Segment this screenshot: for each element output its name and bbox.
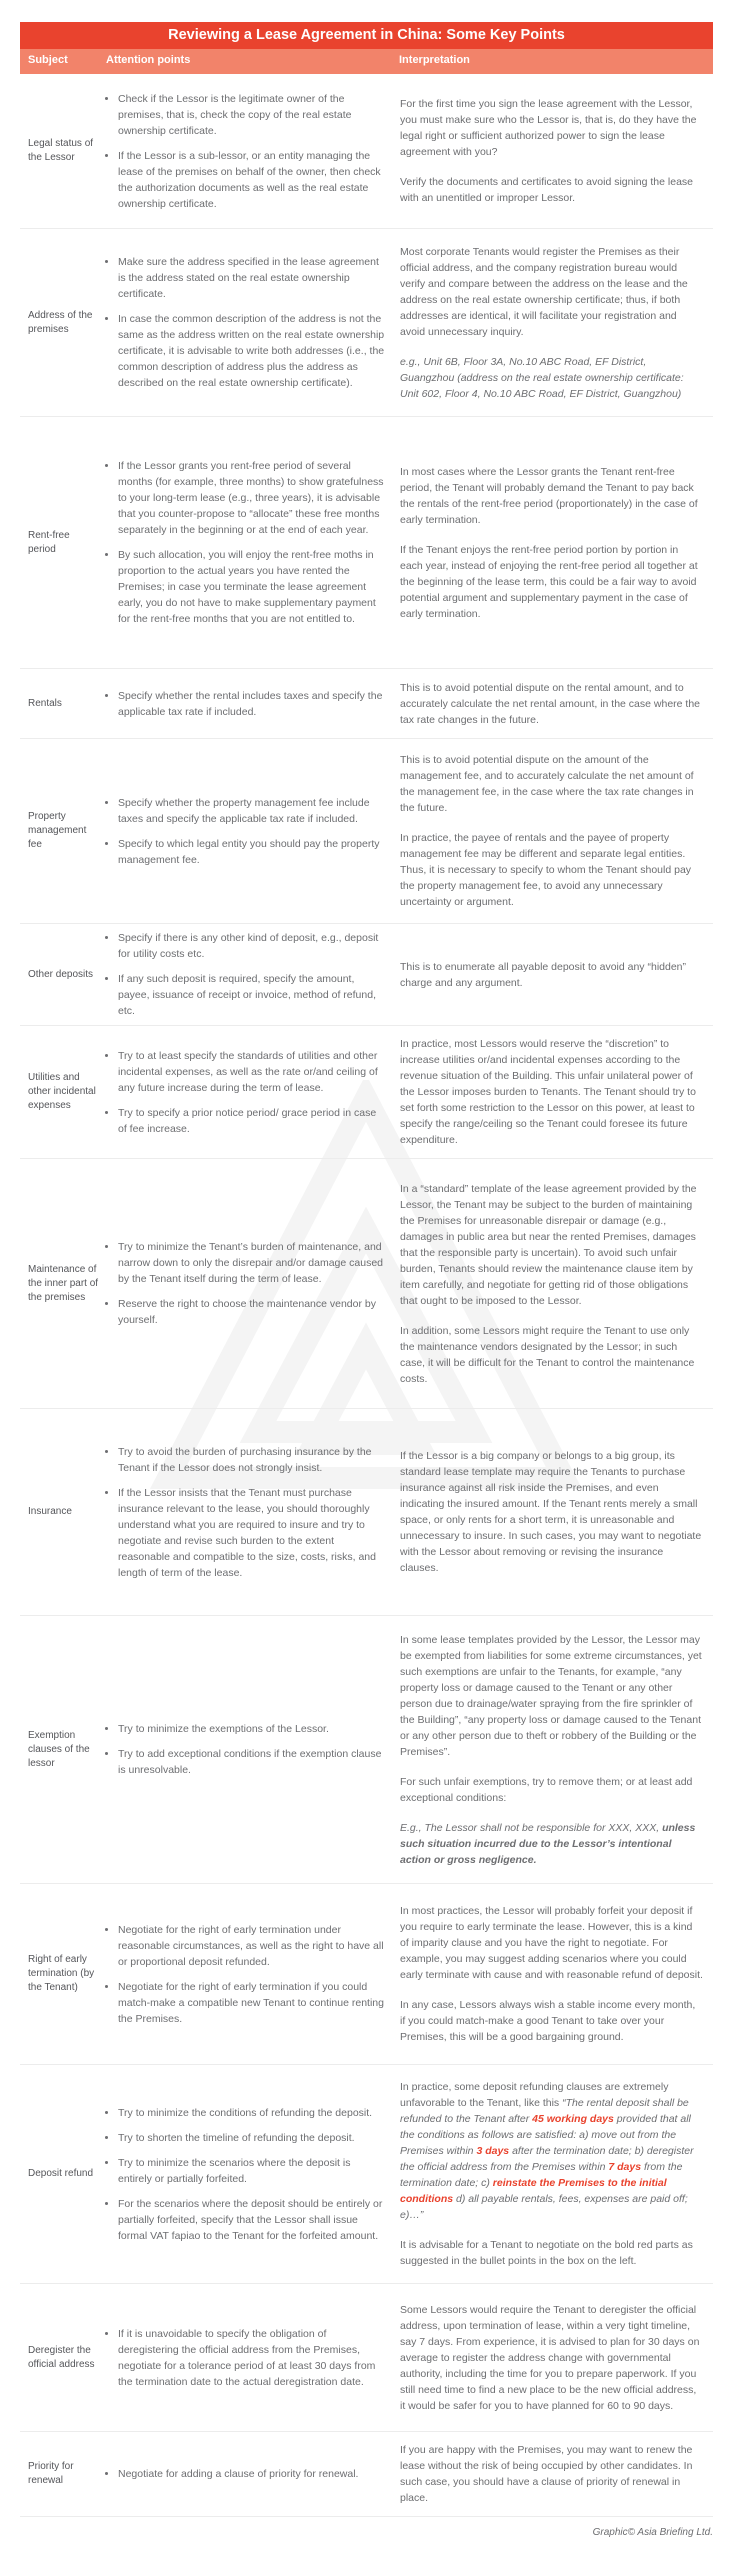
attention-bullet-item: If any such deposit is required, specify the amount, payee, issuance of receipt or invoice, method of refund, etc. xyxy=(100,971,400,1019)
attention-bullet-item: Try to at least specify the standards of utilities and other incidental expenses, as well as the rate or/and ceiling of any future increase during the term of lease. xyxy=(100,1048,400,1096)
interpretation-cell xyxy=(400,2436,713,2512)
interpretation-cell xyxy=(400,1442,713,1582)
interpretation-cell xyxy=(400,238,713,408)
attention-bullet-item: Specify if there is any other kind of deposit, e.g., deposit for utility costs etc. xyxy=(100,930,400,962)
attention-points-cell xyxy=(100,1042,400,1143)
subject-cell: Deposit refund xyxy=(28,2168,94,2179)
table-row xyxy=(20,74,713,229)
interpretation-cell xyxy=(400,1626,713,1874)
attention-bullet-item: If the Lessor insists that the Tenant must purchase insurance relevant to the lease, you should thoroughly understand what you are required to insure and try to negotiate and revise such burden to the extent reasonable and compatible to the size, costs, risks, and length of term of the lease. xyxy=(100,1485,400,1581)
attention-bullet-list xyxy=(100,1444,400,1581)
subject-cell: Utilities and other incidental expenses xyxy=(28,1072,96,1111)
text-segment: e.g., Unit 6B, Floor 3A, No.10 ABC Road, EF District, Guangzhou (address on the real estate ownership certificate: Unit 602, Floor 4, No.10 ABC Road, EF District, Guangzhou) xyxy=(400,355,684,400)
interpretation-paragraph: In most cases where the Lessor grants the Tenant rent-free period, the Tenant will probably demand the Tenant to pay back the rentals of the rent-free period (proportionately) in the case of early termination. xyxy=(400,465,698,526)
column-header-row xyxy=(20,49,713,74)
interpretation-paragraph: Some Lessors would require the Tenant to deregister the official address, upon termination of lease, within a very tight timeline, say 7 days. From experience, it is advised to plan for 30 days on average to register the address change with governmental authority, including the time for you to prepare paperwork. If you still need time to find a new place to be the new official address, it would be safer for you to have planned for 60 to 90 days. xyxy=(400,2303,700,2412)
interpretation-cell xyxy=(400,746,713,916)
subject-cell: Other deposits xyxy=(28,968,94,980)
text-segment: E.g., The Lessor shall not be responsible for XXX, XXX, xyxy=(400,1821,663,1834)
text-segment: In practice, some deposit refunding clauses are extremely unfavorable to the Tenant, like this xyxy=(400,2081,669,2109)
subject-cell: Deregister the official address xyxy=(28,2344,95,2370)
interpretation-paragraph: In any case, Lessors always wish a stable income every month, if you could match-make a good Tenant to take over your Premises, this will be a good bargaining ground. xyxy=(400,1999,696,2043)
subject-cell: Exemption clauses of the lessor xyxy=(28,1729,90,1769)
text-segment: “The rental deposit shall be refunded to the Tenant after xyxy=(400,2097,689,2125)
attention-points-cell xyxy=(100,1715,400,1784)
interpretation-paragraph: This is to avoid potential dispute on the amount of the management fee, and to accurately calculate the net amount of the management fee, in the case where the tax rate changes in the future. xyxy=(400,754,694,814)
attention-bullet-item: Try to minimize the conditions of refunding the deposit. xyxy=(100,2105,400,2121)
attention-bullet-list xyxy=(100,795,400,868)
table-row xyxy=(20,1159,713,1409)
attention-bullet-item: Try to minimize the exemptions of the Lessor. xyxy=(100,1721,400,1737)
table-row xyxy=(20,2284,713,2432)
highlighted-red-text: 3 days xyxy=(476,2145,510,2157)
table-row xyxy=(20,1884,713,2065)
attention-bullet-list xyxy=(100,1721,400,1778)
column-header-attention-points: Attention points xyxy=(106,54,191,66)
table-row xyxy=(20,2432,713,2517)
attention-bullet-list xyxy=(100,2326,400,2390)
attention-points-cell xyxy=(100,85,400,218)
text-segment: provided that all the conditions as follows are satisfied: a) move out from the Premises within xyxy=(400,2113,691,2157)
subject-cell: Right of early termination (by the Tenant) xyxy=(28,1954,95,1993)
attention-bullet-item: Specify whether the rental includes taxes and specify the applicable tax rate if included. xyxy=(100,688,400,720)
highlighted-red-text: 7 days xyxy=(608,2161,642,2173)
attention-bullet-item: Check if the Lessor is the legitimate owner of the premises, that is, check the copy of the real estate ownership certificate. xyxy=(100,91,400,139)
subject-cell: Rent-free period xyxy=(28,529,70,555)
interpretation-cell xyxy=(400,2073,713,2275)
attention-bullet-item: Try to minimize the Tenant’s burden of maintenance, and narrow down to only the disrepair and/or damage caused by the Tenant itself during the term of lease. xyxy=(100,1239,400,1287)
attention-points-cell xyxy=(100,924,400,1025)
table-row xyxy=(20,229,713,417)
interpretation-paragraph: In most practices, the Lessor will probably forfeit your deposit if you require to early terminate the lease. However, this is a kind of imparity clause and you have the right to negotiate. For example, you may suggest adding scenarios where you could early terminate with cause and with reasonable refund of deposit. xyxy=(400,1905,703,1981)
interpretation-cell xyxy=(400,674,713,734)
subject-cell: Priority for renewal xyxy=(28,2461,74,2486)
interpretation-cell xyxy=(400,1030,713,1154)
interpretation-cell xyxy=(400,458,713,628)
attention-bullet-item: For the scenarios where the deposit should be entirely or partially forfeited, specify that the Lessor shall issue formal VAT fapiao to the Tenant for the forfeited amount. xyxy=(100,2196,400,2244)
interpretation-paragraph xyxy=(400,354,703,402)
interpretation-paragraph: Verify the documents and certificates to avoid signing the lease with an unentitled or improper Lessor. xyxy=(400,176,694,204)
attention-bullet-item: Make sure the address specified in the lease agreement is the address stated on the real estate ownership certificate. xyxy=(100,254,400,302)
interpretation-paragraph: In a “standard” template of the lease agreement provided by the Lessor, the Tenant may be subject to the burden of maintaining the Premises for unreasonable disrepair or damage (e.g., damages in public area but near the rented Premises, damages that the responsible party is uncertain). To avoid such unfair burden, Tenants should review the maintenance clause item by item carefully, and negotiate for getting rid of those obligations that ought to be imposed to the Lessor. xyxy=(400,1182,697,1307)
interpretation-paragraph: If you are happy with the Premises, you may want to renew the lease without the risk of being occupied by other candidates. In such case, you should have a clause of priority of renewal in place. xyxy=(400,2444,693,2504)
column-header-interpretation: Interpretation xyxy=(399,54,470,66)
interpretation-paragraph: This is to enumerate all payable deposit to avoid any “hidden” charge and any argument. xyxy=(400,960,687,989)
attention-bullet-list xyxy=(100,1239,400,1328)
attention-points-cell xyxy=(100,1233,400,1334)
attention-bullet-item: In case the common description of the address is not the same as the address written on the real estate ownership certificate, it is advisable to write both addresses (i.e., the common description of address plus the address as described on the real estate ownership certificate). xyxy=(100,311,400,391)
subject-cell: Property management fee xyxy=(28,811,87,850)
interpretation-paragraph: In addition, some Lessors might require the Tenant to use only the maintenance vendors designated by the Lessor; in such case, it will be difficult for the Tenant to control the maintenance costs. xyxy=(400,1324,695,1385)
attention-bullet-list xyxy=(100,254,400,391)
subject-cell: Address of the premises xyxy=(28,309,93,335)
attention-bullet-list xyxy=(100,930,400,1019)
attention-points-cell xyxy=(100,1438,400,1587)
attention-bullet-list xyxy=(100,458,400,627)
attention-bullet-item: Specify whether the property management fee include taxes and specify the applicable tax rate if included. xyxy=(100,795,400,827)
interpretation-paragraph: For the first time you sign the lease agreement with the Lessor, you must make sure who the Lessor is, that is, do they have the legal right or sufficient authorized power to sign the lease agreement with you? xyxy=(400,98,697,158)
attention-bullet-item: Try to add exceptional conditions if the exemption clause is unresolvable. xyxy=(100,1746,400,1778)
attention-bullet-item: If the Lessor is a sub-lessor, or an entity managing the lease of the premises on behalf of the owner, then check the authorization documents as well as the real estate ownership certificate. xyxy=(100,148,400,212)
attention-points-cell xyxy=(100,2460,400,2488)
attention-points-cell xyxy=(100,682,400,726)
attention-bullet-list xyxy=(100,688,400,720)
table-row xyxy=(20,1026,713,1159)
interpretation-paragraph: Most corporate Tenants would register the Premises as their official address, and the company registration bureau would verify and compare between the address on the lease and the address on the real estate ownership certificate; thus, if both addresses are identical, it will facilitate your registration and avoid unnecessary inquiry. xyxy=(400,245,688,338)
attention-points-cell xyxy=(100,789,400,874)
column-header-subject: Subject xyxy=(28,54,68,66)
attention-bullet-item: Try to specify a prior notice period/ grace period in case of fee increase. xyxy=(100,1105,400,1137)
interpretation-paragraph: If the Lessor is a big company or belongs to a big group, its standard lease template may require the Tenants to purchase insurance against all risk inside the Premises, and even indicating the insured amount. If the Tenant rents merely a small space, or only rents for a short term, it is unreasonable and unnecessary to insure. In such cases, you may want to negotiate with the Lessor about removing or revising the insurance clauses. xyxy=(400,1450,702,1574)
text-segment: from the termination date; c) xyxy=(400,2161,683,2189)
table-body xyxy=(20,74,713,2517)
interpretation-paragraph: It is advisable for a Tenant to negotiate on the bold red parts as suggested in the bullet points in the box on the left. xyxy=(400,2239,693,2267)
table-row xyxy=(20,924,713,1026)
attention-bullet-item: Try to avoid the burden of purchasing insurance by the Tenant if the Lessor does not strongly insist. xyxy=(100,1444,400,1476)
page-title: Reviewing a Lease Agreement in China: Some Key Points xyxy=(20,22,713,49)
interpretation-cell xyxy=(400,1897,713,2051)
table-row xyxy=(20,1409,713,1616)
interpretation-paragraph: If the Tenant enjoys the rent-free period portion by portion in each year, instead of enjoying the rent-free period all together at the beginning of the lease term, this could be a fair way to avoid potential argument and supplementary payment in the case of early termination. xyxy=(400,543,698,620)
attention-points-cell xyxy=(100,1916,400,2033)
attention-bullet-item: Reserve the right to choose the maintenance vendor by yourself. xyxy=(100,1296,400,1328)
table-row xyxy=(20,417,713,669)
lease-key-points-table xyxy=(20,22,713,2538)
attention-bullet-item: Negotiate for the right of early termination under reasonable circumstances, as well as the right to have all or proportional deposit refunded. xyxy=(100,1922,400,1970)
attention-points-cell xyxy=(100,2320,400,2396)
attention-bullet-item: Negotiate for adding a clause of priority for renewal. xyxy=(100,2466,400,2482)
attention-points-cell xyxy=(100,452,400,633)
table-row xyxy=(20,739,713,924)
text-segment: after the termination date; b) deregister the official address from the Premises within xyxy=(400,2145,694,2173)
attention-bullet-item: Try to minimize the scenarios where the deposit is entirely or partially forfeited. xyxy=(100,2155,400,2187)
interpretation-cell xyxy=(400,953,713,997)
credit-text: Graphic© Asia Briefing Ltd. xyxy=(592,2527,713,2538)
interpretation-paragraph xyxy=(400,2079,703,2223)
subject-cell: Rentals xyxy=(28,697,62,709)
attention-bullet-list xyxy=(100,2466,400,2482)
attention-points-cell xyxy=(100,248,400,397)
attention-bullet-item: If it is unavoidable to specify the obligation of deregistering the official address from the Premises, negotiate for a tolerance period of at least 30 days from the termination date to the actual deregistration date. xyxy=(100,2326,400,2390)
attention-bullet-list xyxy=(100,1922,400,2027)
attention-bullet-item: By such allocation, you will enjoy the rent-free moths in proportion to the actual years you have rented the Premises; in case you terminate the lease agreement early, you do not have to make supplementary payment for the rent-free months that you are not entitled to. xyxy=(100,547,400,627)
text-segment: d) all payable rentals, fees, expenses are paid off; e)…” xyxy=(400,2193,688,2221)
interpretation-cell xyxy=(400,90,713,212)
interpretation-cell xyxy=(400,2296,713,2420)
interpretation-paragraph: In practice, most Lessors would reserve the “discretion” to increase utilities or/and incidental expenses according to the revenue situation of the Building. This unfair unilateral power of the Lessor imposes burden to Tenants. The Tenant should try to set forth some restriction to the Lessor on this power, at least to specify the range/ceiling so the Tenant could foresee its future expenditure. xyxy=(400,1038,696,1146)
subject-cell: Maintenance of the inner part of the premises xyxy=(28,1263,99,1303)
table-row xyxy=(20,1616,713,1884)
attention-bullet-item: Specify to which legal entity you should pay the property management fee. xyxy=(100,836,400,868)
interpretation-cell xyxy=(400,1175,713,1393)
interpretation-paragraph xyxy=(400,1820,703,1868)
interpretation-paragraph: This is to avoid potential dispute on the rental amount, and to accurately calculate the net rental amount, in the case where the tax rate changes in the future. xyxy=(400,681,701,726)
subject-cell: Legal status of the Lessor xyxy=(28,138,94,163)
interpretation-paragraph: In some lease templates provided by the Lessor, the Lessor may be exempted from liabilities for some extreme circumstances, yet such exemptions are unfair to the Tenants, for example, “any property loss or damage caused to the Tenant or any other person due to drainage/water spraying from the fire sprinkler of the Building”, “any property loss or damage caused to the Tenant or any other person due to theft or robbery of the Building or the Premises”. xyxy=(400,1633,702,1758)
attention-bullet-item: If the Lessor grants you rent-free period of several months (for example, three months) to show gratefulness to your long-term lease (e.g., three years), it is advisable that you counter-propose to “allocate” these free months separately in the beginning or at the end of each year. xyxy=(100,458,400,538)
attention-bullet-list xyxy=(100,1048,400,1137)
attention-points-cell xyxy=(100,2099,400,2250)
highlighted-red-text: reinstate the Premises to the initial conditions xyxy=(400,2177,667,2205)
attention-bullet-item: Try to shorten the timeline of refunding the deposit. xyxy=(100,2130,400,2146)
attention-bullet-list xyxy=(100,2105,400,2244)
interpretation-paragraph: In practice, the payee of rentals and the payee of property management fee may be different and separate legal entities. Thus, it is necessary to specify to whom the Tenant should pay the property management fee, to avoid any unnecessary uncertainty or argument. xyxy=(400,832,692,908)
interpretation-paragraph: For such unfair exemptions, try to remove them; or at least add exceptional conditions: xyxy=(400,1775,693,1804)
highlighted-red-text: 45 working days xyxy=(532,2113,614,2125)
attention-bullet-list xyxy=(100,91,400,212)
text-segment: unless such situation incurred due to the Lessor’s intentional action or gross negligence. xyxy=(400,1821,696,1866)
table-row xyxy=(20,2065,713,2284)
attention-bullet-item: Negotiate for the right of early termination if you could match-make a compatible new Tenant to continue renting the Premises. xyxy=(100,1979,400,2027)
subject-cell: Insurance xyxy=(28,1506,72,1517)
table-row xyxy=(20,669,713,739)
